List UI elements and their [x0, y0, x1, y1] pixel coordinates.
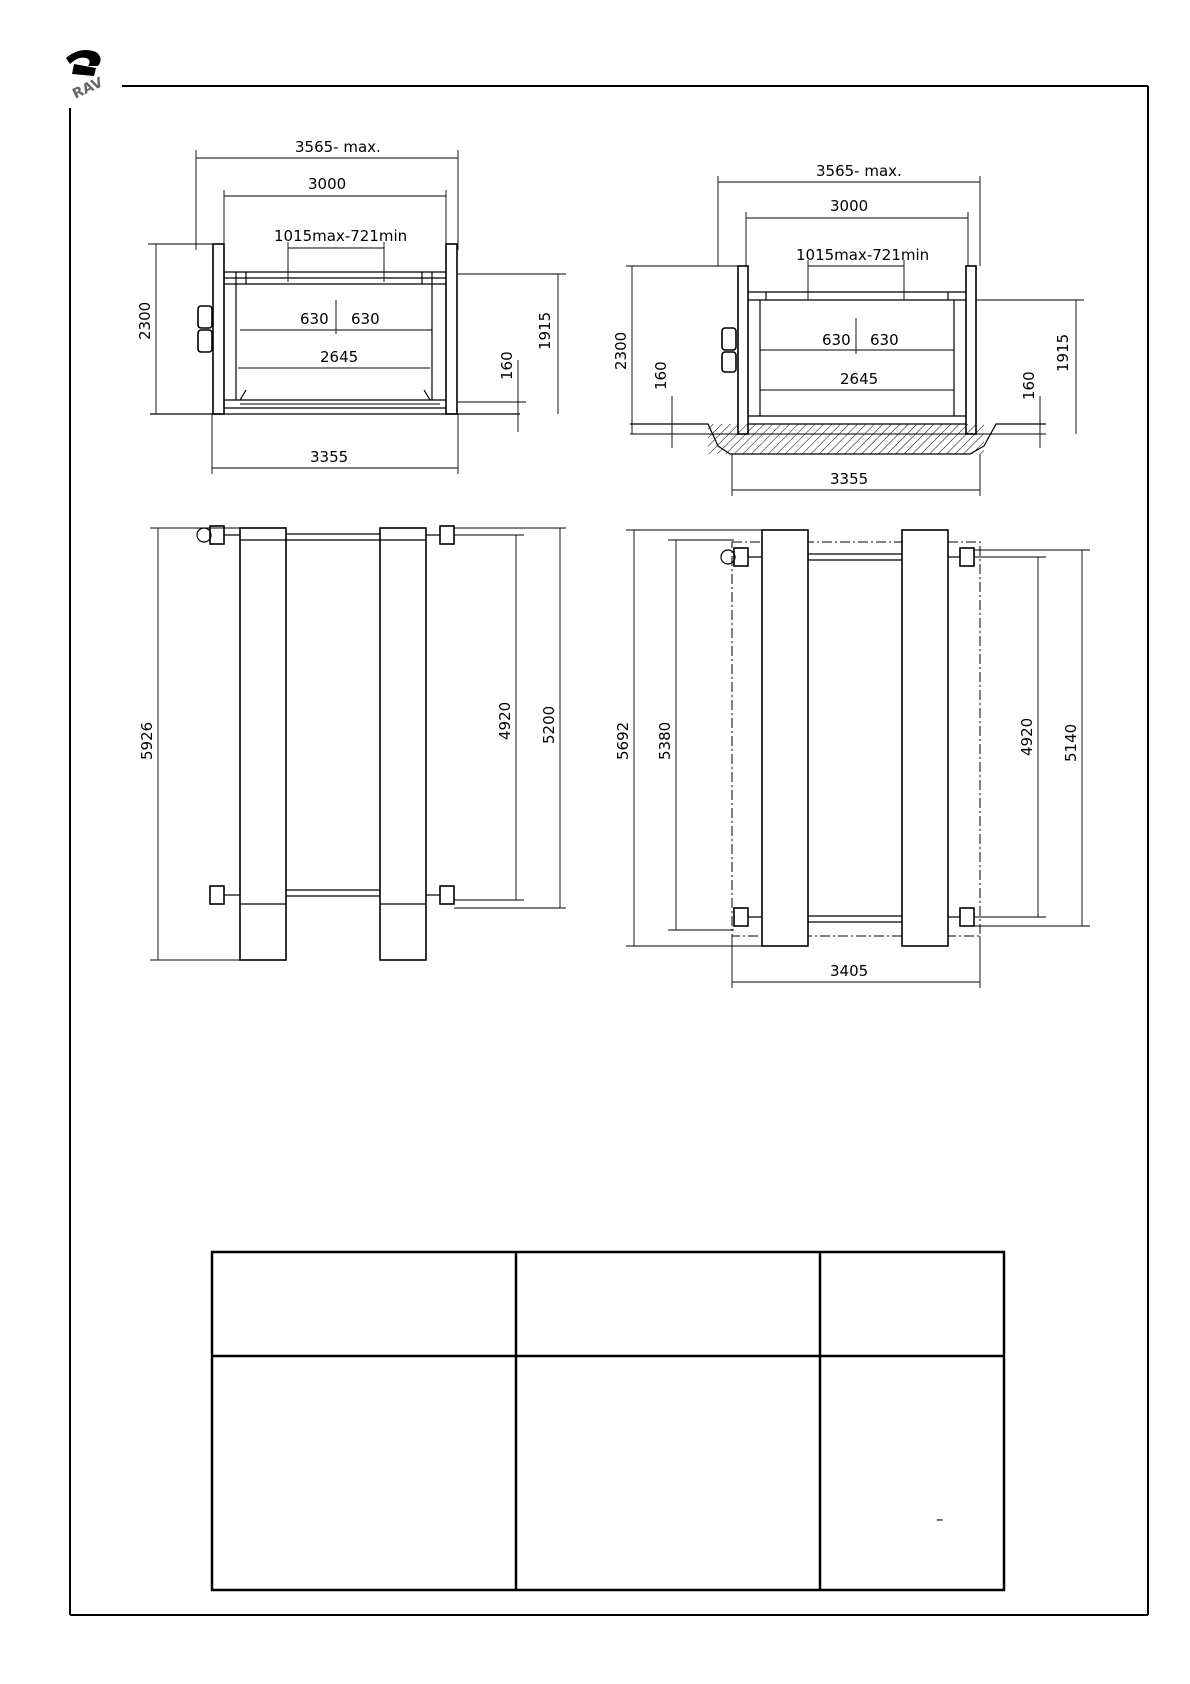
dim-width-3405: 3405 [830, 962, 869, 980]
dim-overall-max: 3565- max. [295, 138, 381, 156]
plan-view-recessed [614, 530, 1090, 988]
dim-height-1915: 1915 [536, 311, 554, 350]
dim-overall-max-r: 3565- max. [816, 162, 902, 180]
front-view-recessed [612, 162, 1084, 496]
dim-height-2300: 2300 [136, 301, 154, 340]
logo-text: RAV [70, 74, 106, 103]
dim-inner-2645-r: 2645 [840, 370, 879, 388]
dim-length-5200: 5200 [540, 705, 558, 744]
dim-pad-right-r: 630 [870, 331, 899, 349]
title-block-mark: – [936, 1510, 944, 1528]
dim-height-1915-r: 1915 [1054, 333, 1072, 372]
dim-height-160-right: 160 [1020, 371, 1038, 400]
dim-arm-range-r: 1015max-721min [796, 246, 930, 264]
dim-height-2300-r: 2300 [612, 331, 630, 370]
dim-length-4920-r: 4920 [1018, 717, 1036, 756]
dim-width-3000: 3000 [308, 175, 347, 193]
sheet-border [70, 86, 1148, 1615]
dim-base-3355: 3355 [310, 448, 349, 466]
brand-logo [66, 50, 106, 102]
dim-inner-2645: 2645 [320, 348, 359, 366]
dim-pad-left-r: 630 [822, 331, 851, 349]
dim-pad-left: 630 [300, 310, 329, 328]
dim-height-160-left: 160 [652, 361, 670, 390]
dim-base-3355-r: 3355 [830, 470, 869, 488]
dim-pad-right: 630 [351, 310, 380, 328]
title-block [212, 1252, 1004, 1590]
dim-length-5380: 5380 [656, 721, 674, 760]
dim-length-4920: 4920 [496, 701, 514, 740]
dim-height-160: 160 [498, 351, 516, 380]
dim-length-5140: 5140 [1062, 723, 1080, 762]
plan-view-surface [138, 526, 566, 960]
dim-arm-range: 1015max-721min [274, 227, 408, 245]
dim-width-3000-r: 3000 [830, 197, 869, 215]
dim-length-5692: 5692 [614, 721, 632, 760]
front-view-surface [136, 138, 566, 474]
dim-length-5926: 5926 [138, 721, 156, 760]
